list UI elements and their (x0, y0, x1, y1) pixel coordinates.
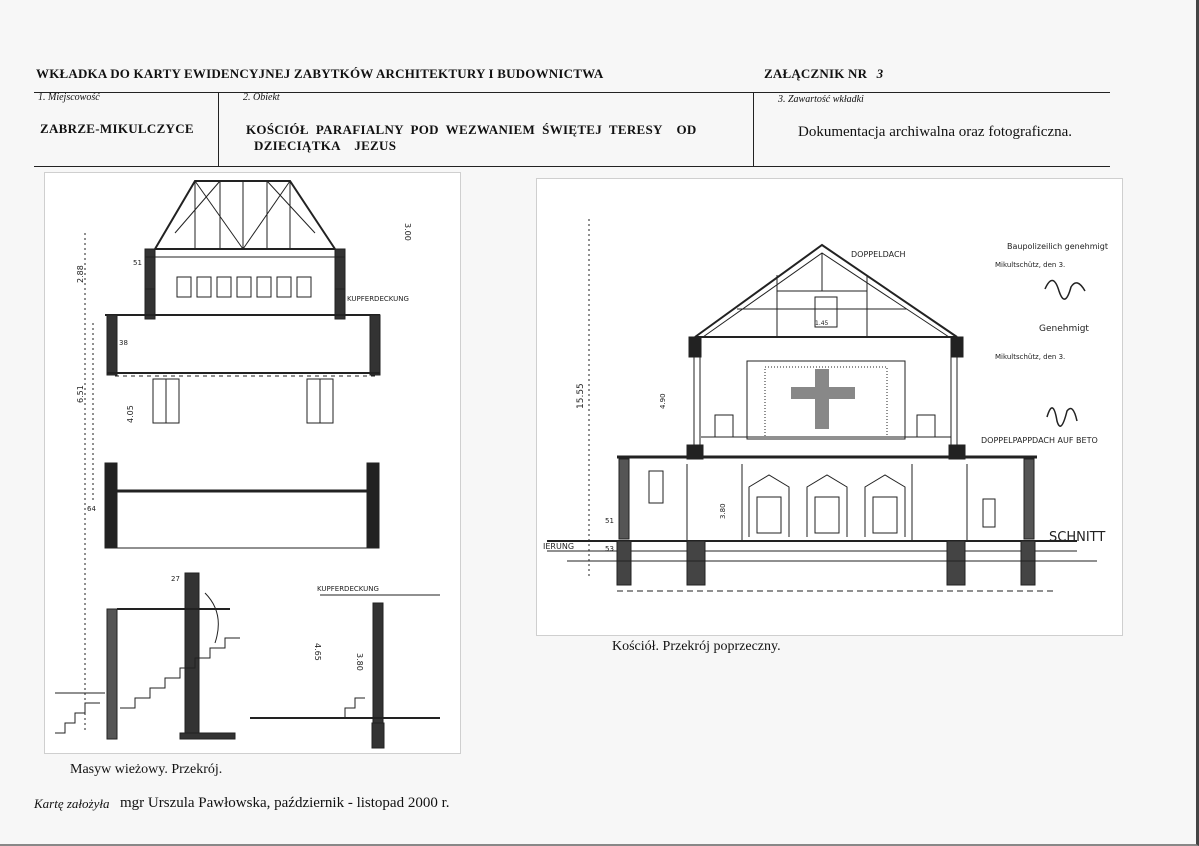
altar-cross (747, 361, 905, 439)
object-value-line2: DZIECIĄTKA JEZUS (254, 138, 397, 153)
side-roof-label: DOPPELPAPPDACH AUF BETO (981, 436, 1098, 445)
belfry-openings (177, 277, 311, 297)
stamp-line-1: Baupolizeilich genehmigt (1007, 242, 1108, 251)
prepared-by-label: Kartę założyła (34, 796, 110, 811)
header-top-rule (34, 92, 1110, 93)
contents-value: Dokumentacja archiwalna oraz fotograficzna. (798, 124, 1073, 140)
roof-cover-label-2: KUPFERDECKUNG (317, 585, 379, 593)
roof-cover-label: KUPFERDECKUNG (347, 295, 409, 303)
stamp-line-2: Mikultschütz, den 3. (995, 261, 1066, 269)
dim-label-b: 6.51 (76, 385, 85, 403)
locality-label: 1. Miejscowość (38, 92, 100, 103)
level-label-c: 64 (87, 505, 96, 513)
object-value (246, 122, 742, 154)
tower-section-caption: Masyw wieżowy. Przekrój. (70, 762, 223, 777)
dim-label-c: 1.45 (815, 320, 829, 327)
header-divider-1 (218, 92, 219, 166)
stair-section (55, 573, 240, 739)
attachment-label: ZAŁĄCZNIK NR (764, 66, 868, 81)
ground-label: IERUNG (543, 542, 575, 551)
section-label: SCHNITT (1049, 530, 1106, 545)
church-section-caption: Kościół. Przekrój poprzeczny. (612, 639, 781, 654)
aisle-windows (649, 471, 995, 537)
dim-label-f: 3.80 (355, 653, 364, 671)
roof-truss (155, 181, 335, 249)
stamp-line-4: Mikultschütz, den 3. (995, 353, 1066, 361)
level-label-d: 27 (171, 575, 180, 583)
attachment-number (764, 66, 883, 82)
header-divider-2 (753, 92, 754, 166)
prepared-by-value: mgr Urszula Pawłowska, październik - listopad 2000 r. (120, 795, 450, 811)
dim-label-e: 4.65 (313, 643, 322, 661)
total-height-dim: 15.55 (576, 383, 586, 409)
level-label-a: 51 (605, 517, 614, 525)
level-label-b: 38 (119, 339, 128, 347)
contents-label: 3. Zawartość wkładki (778, 94, 864, 105)
header-bottom-rule (34, 166, 1110, 167)
lower-right-fragment (250, 595, 440, 748)
object-value-line1: KOŚCIÓŁ PARAFIALNY POD WEZWANIEM ŚWIĘTEJ TERESY OD (246, 122, 697, 137)
level-label-b: 53 (605, 545, 614, 553)
level-label-a: 51 (133, 259, 142, 267)
dim-label-c: 4.05 (126, 405, 135, 423)
double-roof-label: DOPPELDACH (851, 250, 906, 259)
object-label: 2. Obiekt (243, 92, 280, 103)
document-title: WKŁADKA DO KARTY EWIDENCYJNEJ ZABYTKÓW ARCHITEKTURY I BUDOWNICTWA (36, 66, 604, 81)
church-cross-section-svg (537, 179, 1122, 635)
locality-value: ZABRZE-MIKULCZYCE (40, 121, 194, 136)
stamp-line-3: Genehmigt (1039, 324, 1089, 334)
tower-section-drawing (44, 172, 461, 754)
attachment-number-value: 3 (876, 66, 884, 81)
dim-label-a: 2.88 (76, 265, 85, 283)
dim-label-a: 4.90 (659, 393, 667, 409)
dim-label-b: 3.80 (719, 503, 727, 519)
church-cross-section-drawing (536, 178, 1123, 636)
tower-section-svg (45, 173, 460, 753)
dim-label-d: 3.00 (403, 223, 412, 241)
